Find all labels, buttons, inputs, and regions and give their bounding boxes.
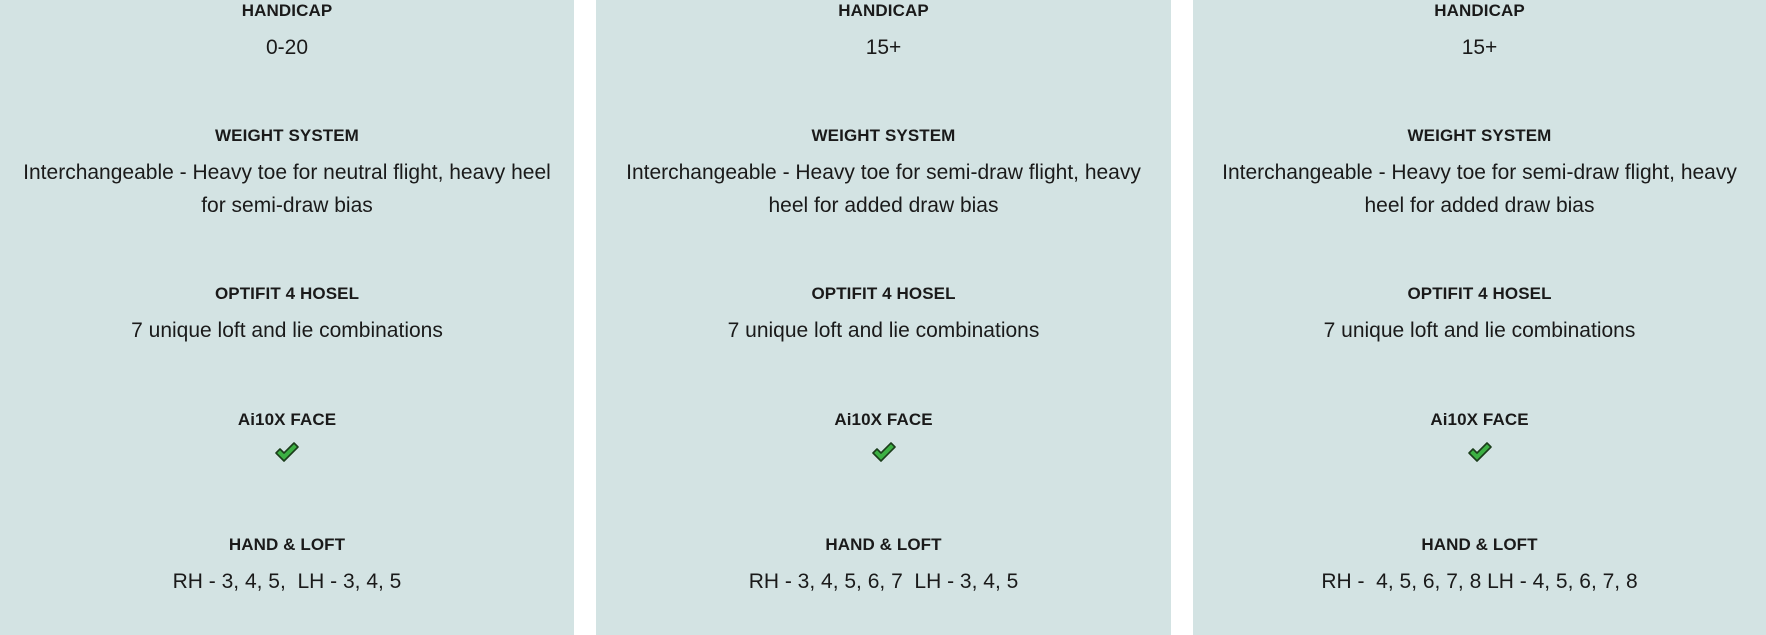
hosel-label: OPTIFIT 4 HOSEL: [1407, 284, 1552, 303]
hand-loft-value: RH - 3, 4, 5, LH - 3, 4, 5: [172, 570, 402, 593]
checkmark-icon: [274, 440, 300, 464]
hosel-value: 7 unique loft and lie combinations: [131, 319, 443, 342]
weight-system-spec: [10, 125, 564, 222]
hand-loft-label: HAND & LOFT: [1421, 535, 1538, 554]
handicap-spec: [10, 0, 564, 64]
hand-loft-value: RH - 4, 5, 6, 7, 8 LH - 4, 5, 6, 7, 8: [1321, 570, 1638, 593]
handicap-label: HANDICAP: [1434, 1, 1525, 20]
weight-system-label: WEIGHT SYSTEM: [215, 126, 359, 145]
face-label: Ai10X FACE: [1430, 410, 1529, 429]
handicap-value: 15+: [865, 36, 902, 59]
spec-column-2: [596, 0, 1171, 635]
spec-column-1: [0, 0, 574, 635]
handicap-label: HANDICAP: [838, 1, 929, 20]
face-label: Ai10X FACE: [834, 410, 933, 429]
weight-system-spec: [606, 125, 1161, 222]
weight-system-value: Interchangeable - Heavy toe for semi-draw flight, heavy heel for added draw bias: [626, 161, 1141, 217]
weight-system-label: WEIGHT SYSTEM: [1407, 126, 1552, 145]
handicap-spec: [606, 0, 1161, 64]
hosel-spec: [606, 283, 1161, 347]
hand-loft-label: HAND & LOFT: [825, 535, 942, 554]
weight-system-spec: [1203, 125, 1756, 222]
hand-loft-spec: [1203, 534, 1756, 598]
spec-column-3: [1193, 0, 1766, 635]
handicap-value: 0-20: [265, 36, 309, 59]
face-spec: [606, 409, 1161, 464]
checkmark-icon: [1467, 440, 1493, 464]
hand-loft-spec: [10, 534, 564, 598]
face-spec: [1203, 409, 1756, 464]
checkmark-icon: [871, 440, 897, 464]
face-spec: [10, 409, 564, 464]
weight-system-value: Interchangeable - Heavy toe for neutral flight, heavy heel for semi-draw bias: [23, 161, 551, 217]
weight-system-value: Interchangeable - Heavy toe for semi-draw flight, heavy heel for added draw bias: [1222, 161, 1737, 217]
hosel-value: 7 unique loft and lie combinations: [1323, 319, 1636, 342]
hosel-spec: [10, 283, 564, 347]
handicap-spec: [1203, 0, 1756, 64]
hosel-label: OPTIFIT 4 HOSEL: [214, 284, 360, 303]
face-label: Ai10X FACE: [237, 410, 337, 429]
weight-system-label: WEIGHT SYSTEM: [811, 126, 956, 145]
hand-loft-spec: [606, 534, 1161, 598]
handicap-label: HANDICAP: [241, 1, 333, 20]
hosel-label: OPTIFIT 4 HOSEL: [811, 284, 956, 303]
hosel-spec: [1203, 283, 1756, 347]
hand-loft-label: HAND & LOFT: [228, 535, 346, 554]
hand-loft-value: RH - 3, 4, 5, 6, 7 LH - 3, 4, 5: [748, 570, 1019, 593]
handicap-value: 15+: [1461, 36, 1498, 59]
hosel-value: 7 unique loft and lie combinations: [727, 319, 1040, 342]
